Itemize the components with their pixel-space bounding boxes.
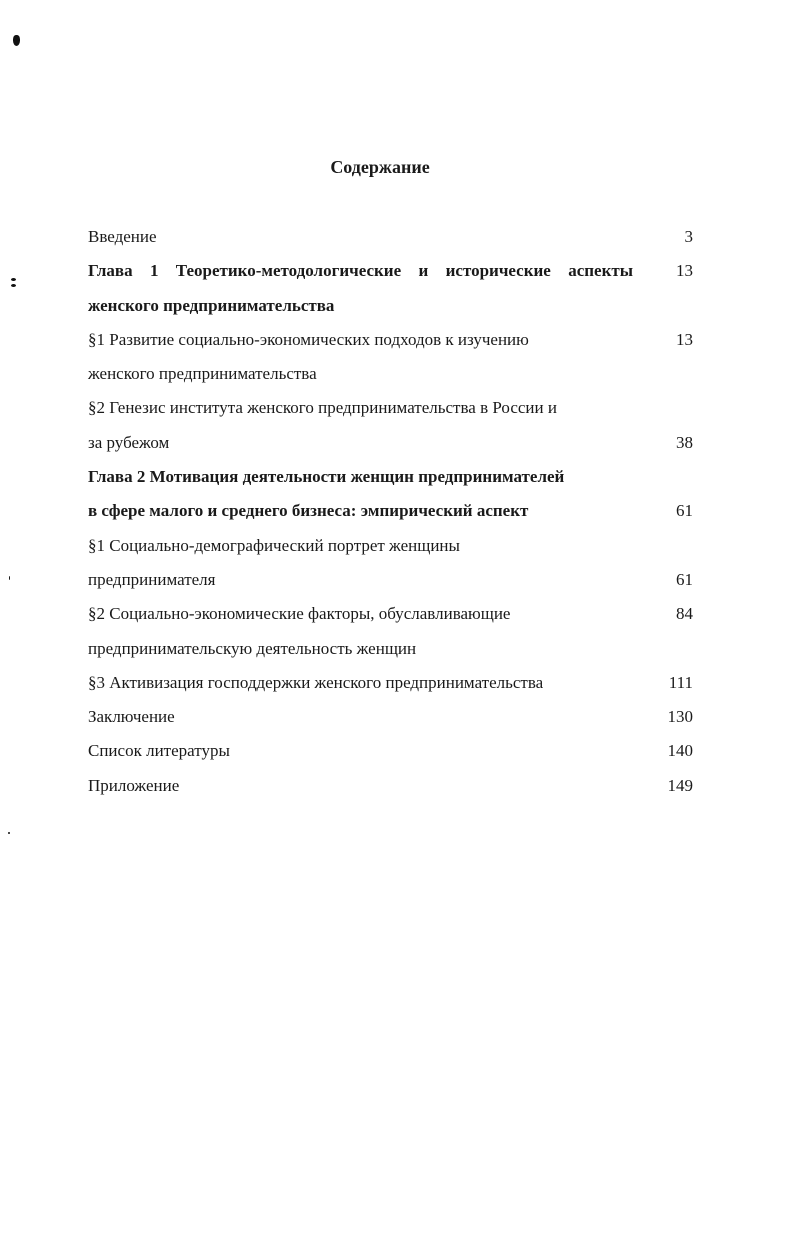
toc-row-section-1-1-cont	[88, 357, 693, 391]
toc-page-number: 61	[676, 501, 693, 521]
toc-entry-text: §1 Социально-демографический портрет женщины	[88, 535, 460, 555]
toc-entry-text: Приложение	[88, 775, 180, 795]
toc-entry-text: Заключение	[88, 707, 175, 727]
toc-page-number: 111	[668, 672, 693, 692]
toc-entry-text: женского предпринимательства	[88, 295, 335, 315]
toc-entry-text: §2 Генезис института женского предпринимательства в России и	[88, 398, 557, 418]
toc-page-number: 149	[667, 775, 693, 795]
toc-row-chapter-1	[88, 254, 693, 288]
scan-speck	[13, 35, 20, 46]
scan-speck	[9, 576, 10, 580]
toc-row-section-1-2	[88, 391, 693, 425]
toc-entry-text: Список литературы	[88, 741, 230, 761]
scan-speck	[11, 278, 16, 281]
toc-row-appendix	[88, 769, 693, 803]
toc-row-chapter-1-cont	[88, 289, 693, 323]
toc-row-chapter-2	[88, 460, 693, 494]
toc-page-number: 140	[667, 741, 693, 761]
toc-row-introduction	[88, 220, 693, 254]
scan-speck	[11, 284, 16, 287]
toc-row-section-2-2	[88, 597, 693, 631]
toc-row-section-2-1	[88, 529, 693, 563]
toc-page-number: 38	[676, 432, 693, 452]
toc-row-section-2-3	[88, 666, 693, 700]
toc-entry-text: §2 Социально-экономические факторы, обуславливающие	[88, 604, 511, 624]
toc-page-number: 3	[684, 227, 693, 246]
toc-page-number: 13	[676, 329, 693, 349]
toc-entry-text: Введение	[88, 227, 157, 246]
toc-page-number: 130	[667, 707, 693, 727]
toc-row-conclusion	[88, 700, 693, 734]
toc-entry-text: за рубежом	[88, 432, 170, 452]
toc-entry-text: Глава 2 Мотивация деятельности женщин предпринимателей	[88, 467, 565, 487]
toc-entry-text: женского предпринимательства	[88, 364, 317, 384]
page-title: Содержание	[330, 157, 430, 177]
toc-entry-text: §1 Развитие социально-экономических подходов к изучению	[88, 329, 529, 349]
toc-page-number: 61	[676, 569, 693, 589]
toc-page-number: 84	[676, 604, 693, 624]
toc-row-section-1-1	[88, 323, 693, 357]
toc-row-chapter-2-cont	[88, 494, 693, 528]
toc-entry-text: §3 Активизация господдержки женского предпринимательства	[88, 672, 544, 692]
toc-entry-text: предпринимательскую деятельность женщин	[88, 638, 417, 658]
scan-speck	[8, 832, 10, 834]
toc-row-section-2-2-cont	[88, 632, 693, 666]
toc-page-number: 13	[676, 261, 693, 281]
toc-row-references	[88, 734, 693, 768]
toc-entry-text: предпринимателя	[88, 569, 216, 589]
toc-row-section-1-2-cont	[88, 426, 693, 460]
toc-row-section-2-1-cont	[88, 563, 693, 597]
table-of-contents	[88, 220, 693, 803]
toc-entry-text: в сфере малого и среднего бизнеса: эмпирический аспект	[88, 501, 529, 521]
toc-entry-text: Глава 1 Теоретико-методологические и исторические аспекты	[88, 261, 633, 281]
